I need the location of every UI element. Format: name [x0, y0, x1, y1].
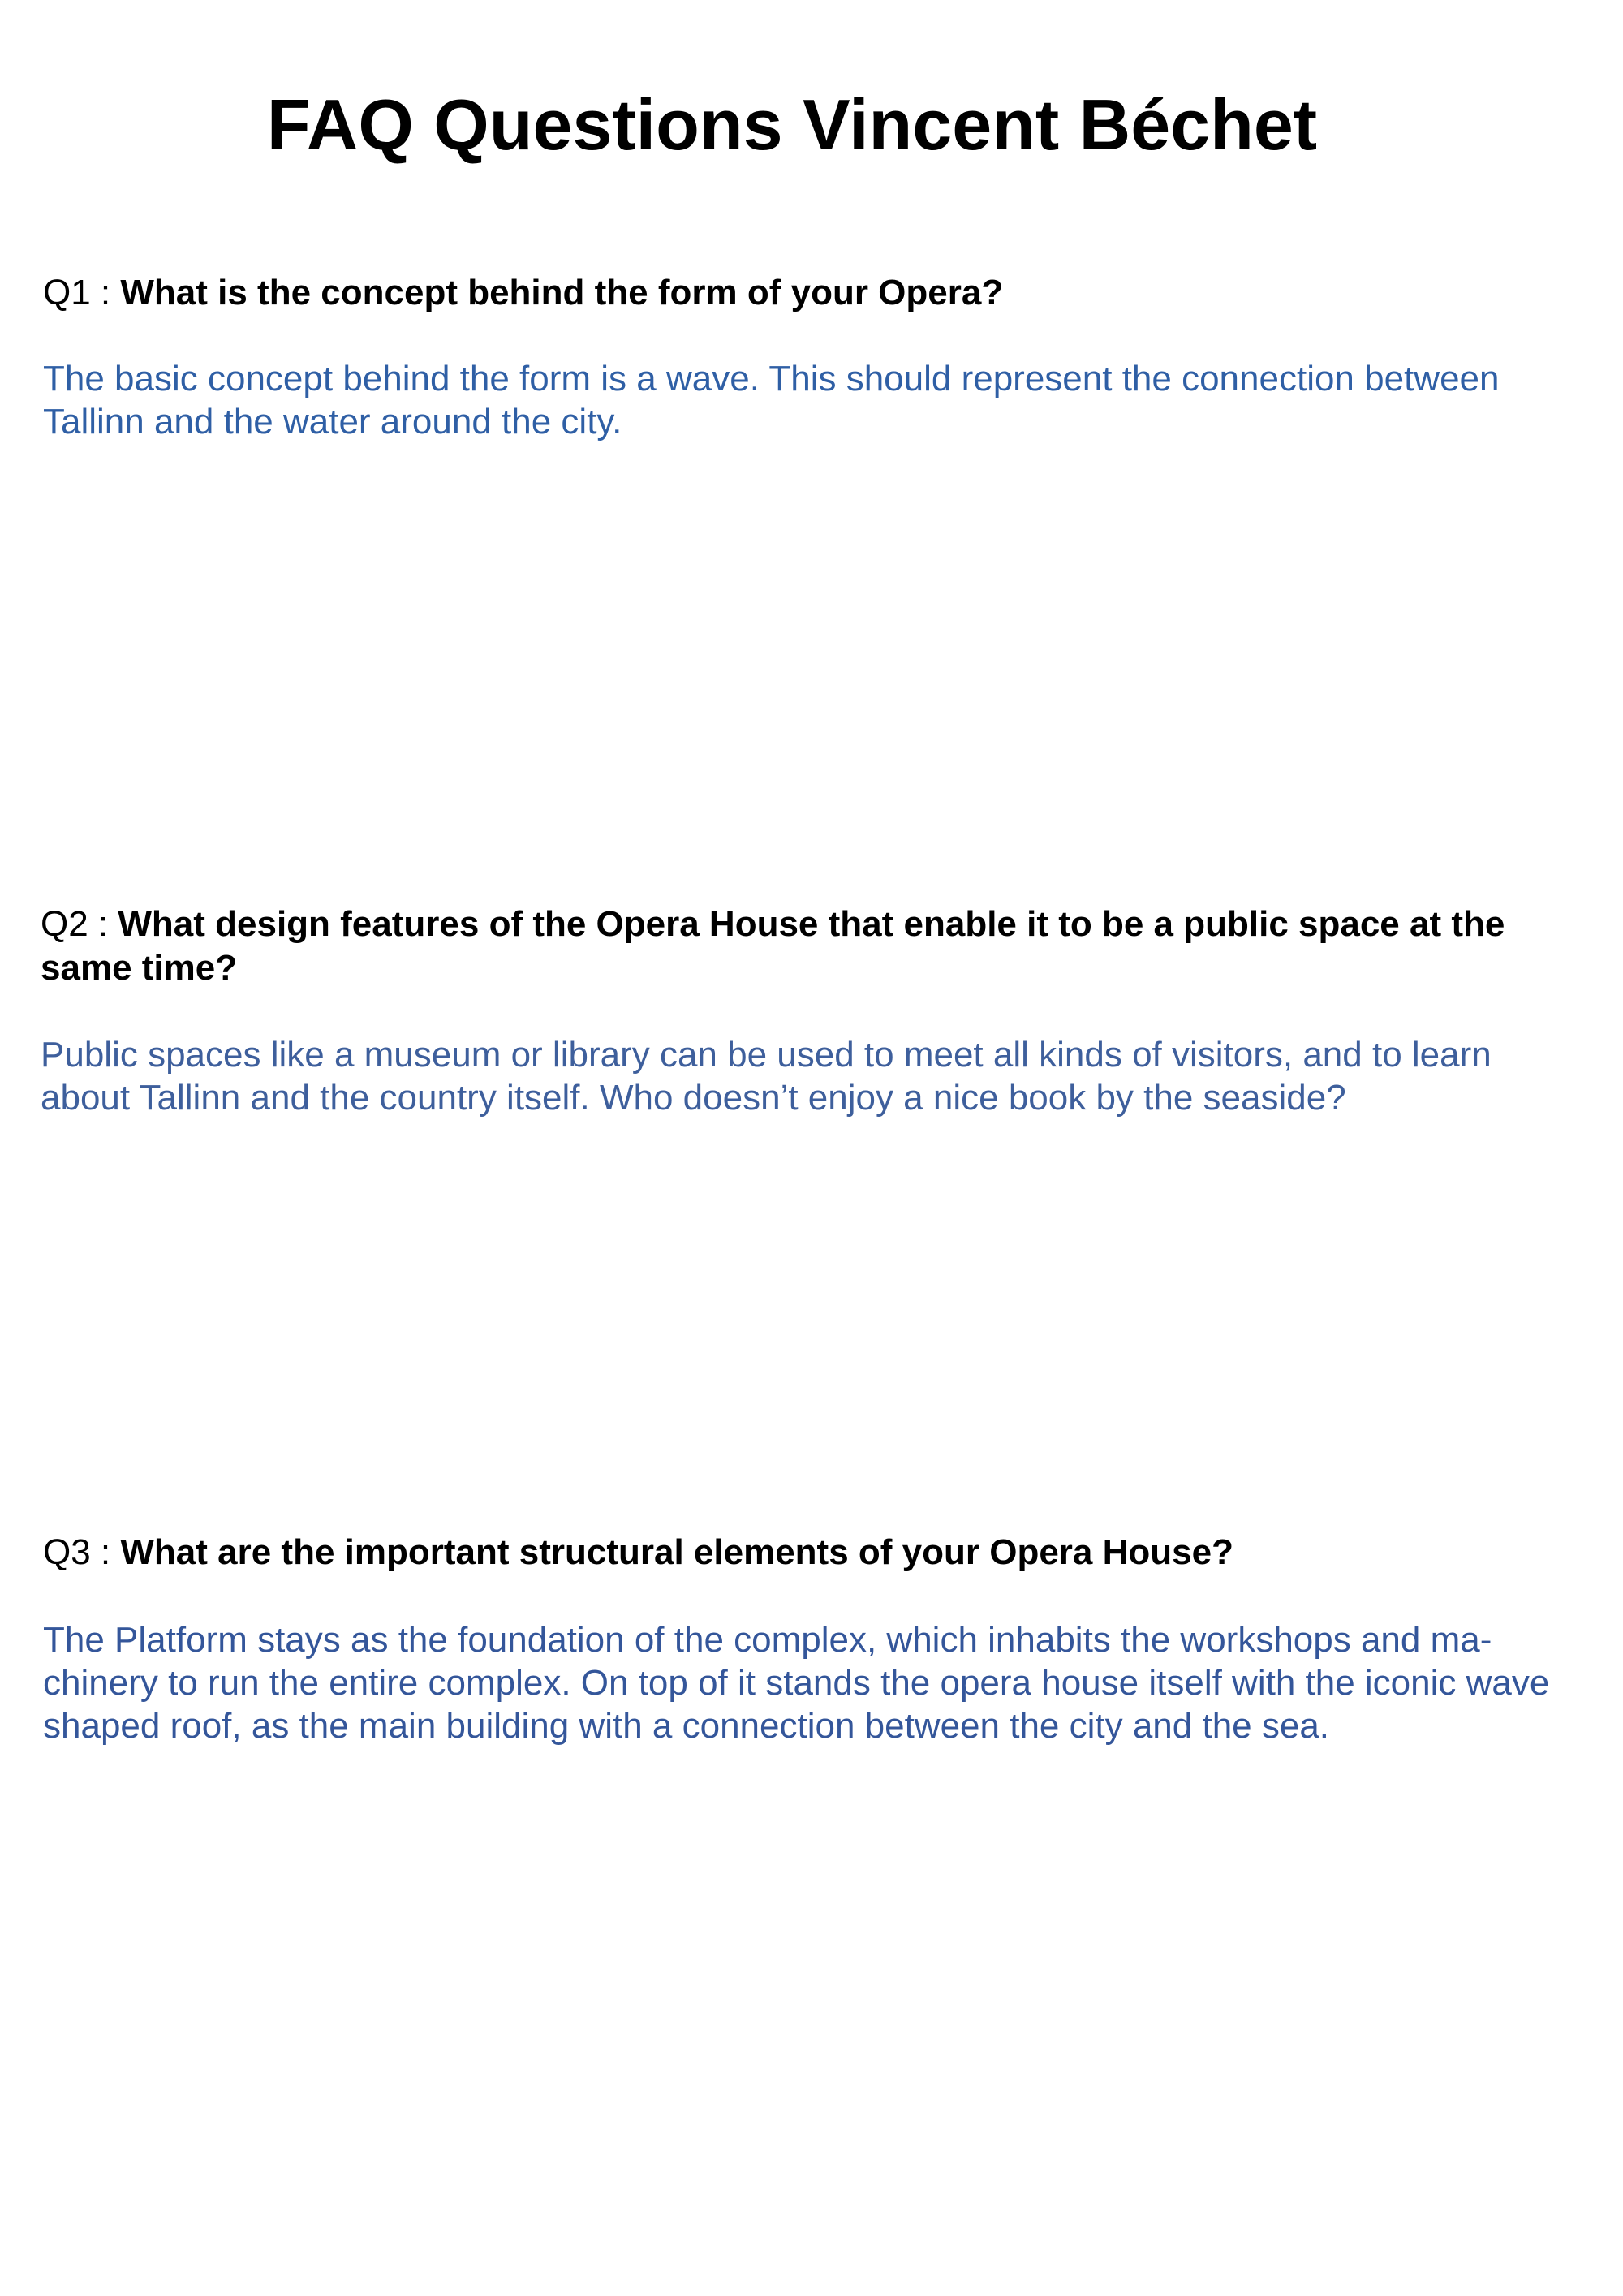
question-text: What is the concept behind the form of your Opera?	[120, 273, 1004, 312]
faq-question-1	[43, 271, 1569, 315]
question-text: What design features of the Opera House that enable it to be a public space at the same time?	[41, 904, 1505, 988]
faq-answer-1: The basic concept behind the form is a wave. This should represent the connection between Tallinn and the water around the city.	[43, 359, 1500, 442]
page-title: FAQ Questions Vincent Béchet	[266, 84, 1318, 165]
faq-question-2	[41, 902, 1566, 990]
faq-answer-2: Public spaces like a museum or library can be used to meet all kinds of visitors, and to learn about Tallinn and the country itself. Who doesn’t enjoy a nice book by the seaside?	[41, 1035, 1492, 1118]
faq-answer-3: The Platform stays as the foundation of the complex, which inhabits the workshops and ma-chinery to run the entire complex. On top of it stands the opera house itself with the iconic wave shaped roof, as the main building with a connection between the city and the sea.	[43, 1620, 1550, 1746]
question-number: Q1 :	[43, 273, 121, 312]
question-number: Q3 :	[43, 1532, 121, 1572]
question-text: What are the important structural elements of your Opera House?	[120, 1532, 1233, 1572]
faq-question-3	[43, 1531, 1569, 1574]
question-number: Q2 :	[41, 904, 118, 944]
